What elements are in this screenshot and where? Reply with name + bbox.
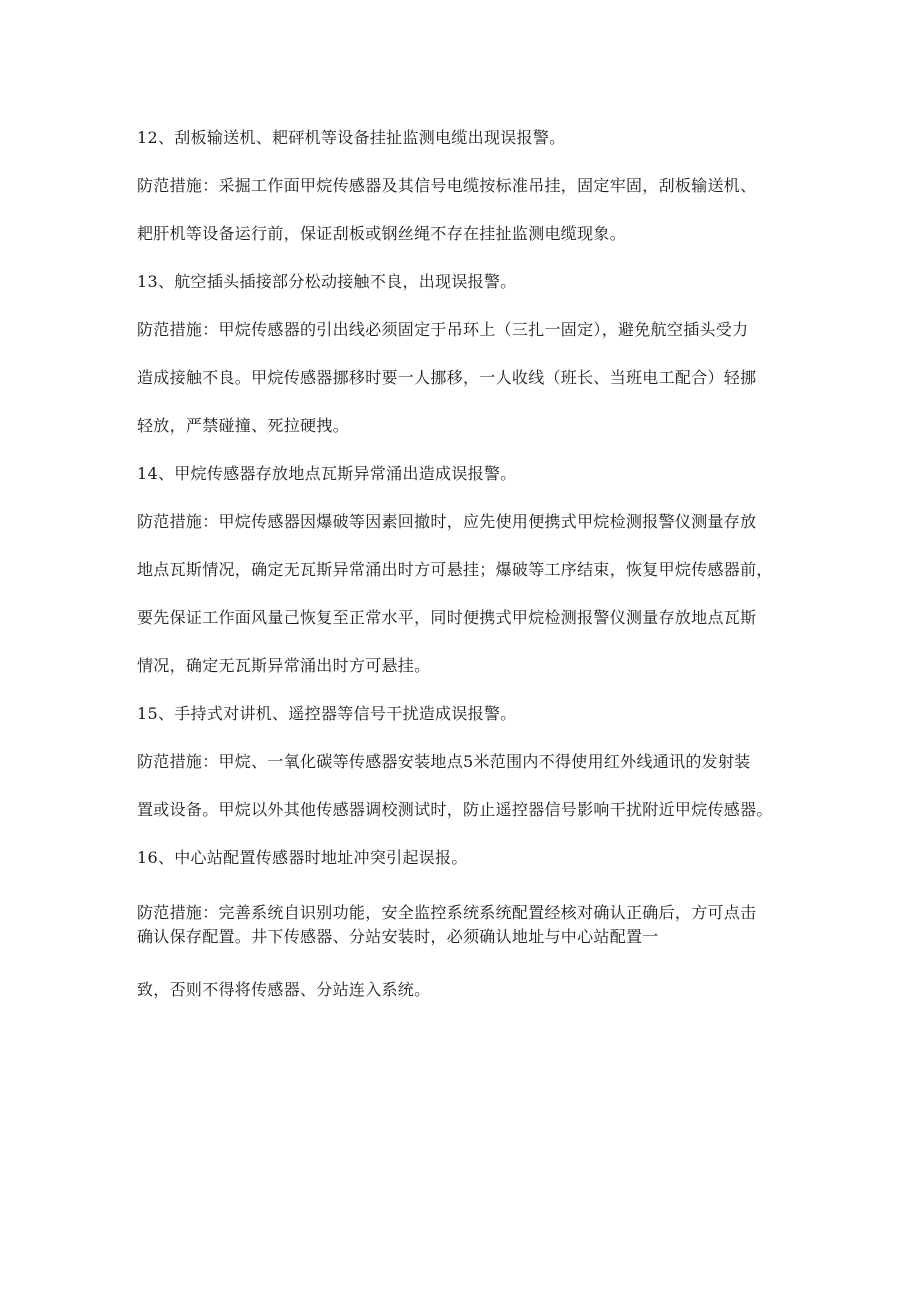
measure-13-line-1: 防范措施：甲烷传感器的引出线必须固定于吊环上（三扎一固定），避免航空插头受力 xyxy=(137,320,749,339)
measure-16-line-1: 防范措施：完善系统自识别功能，安全监控系统系统配置经核对确认正确后，方可点击 xyxy=(137,903,757,922)
measure-16-line-3: 致，否则不得将传感器、分站连入系统。 xyxy=(137,980,431,999)
measure-15-line-1: 防范措施：甲烷、一氧化碳等传感器安装地点5米范围内不得使用红外线通讯的发射装 xyxy=(137,752,751,771)
measure-14-line-4: 情况，确定无瓦斯异常涌出时方可悬挂。 xyxy=(137,656,431,675)
measure-14-line-2: 地点瓦斯情况，确定无瓦斯异常涌出时方可悬挂；爆破等工序结束，恢复甲烷传感器前， xyxy=(137,560,773,579)
heading-item-12: 12、刮板输送机、耙砰机等设备挂扯监测电缆出现误报警。 xyxy=(137,128,566,147)
heading-item-16: 16、中心站配置传感器时地址冲突引起误报。 xyxy=(137,848,468,867)
heading-item-15: 15、手持式对讲机、遥控器等信号干扰造成误报警。 xyxy=(137,704,517,723)
measure-12-line-2: 耙肝机等设备运行前，保证刮板或钢丝绳不存在挂扯监测电缆现象。 xyxy=(137,224,627,243)
measure-13-line-3: 轻放，严禁碰撞、死拉硬拽。 xyxy=(137,416,349,435)
measure-15-line-2: 置或设备。甲烷以外其他传感器调校测试时，防止遥控器信号影响干扰附近甲烷传感器。 xyxy=(137,800,773,819)
measure-14-line-1: 防范措施：甲烷传感器因爆破等因素回撤时，应先使用便携式甲烷检测报警仪测量存放 xyxy=(137,512,757,531)
measure-14-line-3: 要先保证工作面风量己恢复至正常水平，同时便携式甲烷检测报警仪测量存放地点瓦斯 xyxy=(137,608,757,627)
measure-12-line-1: 防范措施：采掘工作面甲烷传感器及其信号电缆按标准吊挂，固定牢固，刮板输送机、 xyxy=(137,176,757,195)
heading-item-13: 13、航空插头插接部分松动接触不良，出现误报警。 xyxy=(137,272,517,291)
measure-13-line-2: 造成接触不良。甲烷传感器挪移时要一人挪移，一人收线（班长、当班电工配合）轻挪 xyxy=(137,368,757,387)
measure-16-line-2: 确认保存配置。井下传感器、分站安装时，必须确认地址与中心站配置一 xyxy=(137,927,659,946)
heading-item-14: 14、甲烷传感器存放地点瓦斯异常涌出造成误报警。 xyxy=(137,464,517,483)
